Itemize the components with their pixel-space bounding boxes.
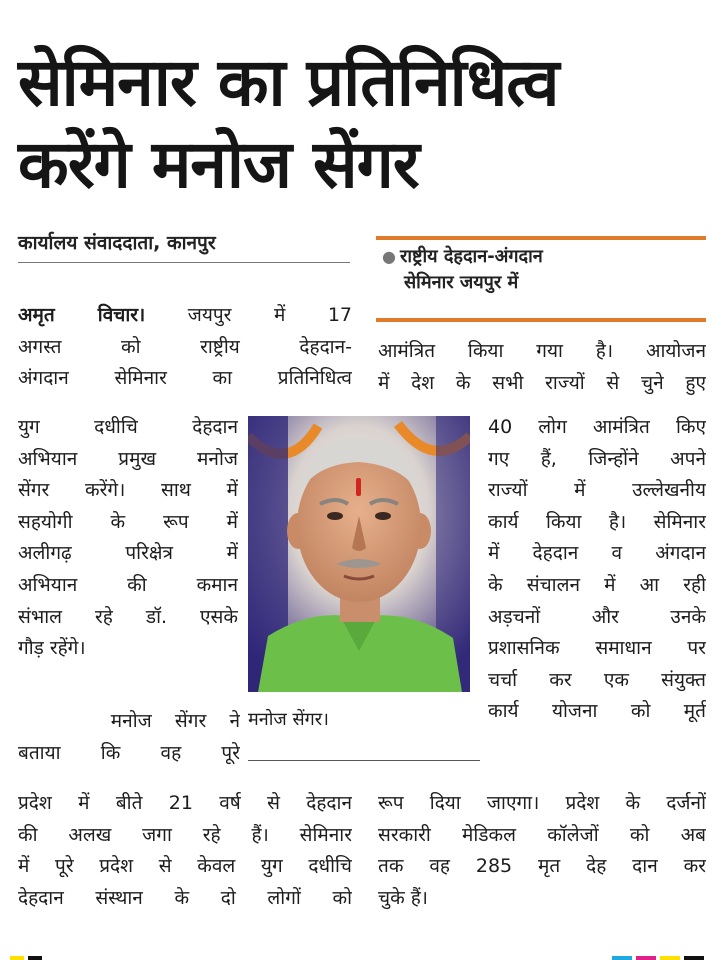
body-line: अभियान की कमान [18,573,238,596]
body-line: अभियान प्रमुख मनोज [18,447,238,470]
body-line: 40 लोग आमंत्रित किए [488,416,706,438]
dateline: अमृत विचार। [18,304,146,326]
body-line: के संचालन में आ रही [488,573,706,596]
body-line: गौड़ रहेंगे। [18,637,86,660]
body-line: में पूरे प्रदेश से केवल युग दधीचि [18,855,352,878]
body-line: युग दधीचि देहदान [18,416,238,438]
body-line: सहयोगी के रूप में [18,510,238,533]
body-line: गए हैं, जिन्होंने अपने [488,447,706,470]
body-line: कार्य किया है। सेमिनार [488,510,706,533]
highlight-line-2: सेमिनार जयपुर में [404,272,519,293]
body-right-bottom [378,788,706,914]
body-line: अगस्त को राष्ट्रीय देहदान- [18,335,352,358]
body-line: रूप दिया जाएगा। प्रदेश के दर्जनों [378,792,706,814]
body-line: अड़चनों और उनके [488,605,706,628]
body-line: मनोज सेंगर ने [18,710,240,732]
registration-mark [636,956,656,960]
body-line: तक वह 285 मृत देह दान कर [378,855,706,878]
portrait-photo [248,416,470,692]
bullet-icon: ● [382,247,396,266]
portrait-illustration [248,416,470,692]
body-line: चुके हैं। [378,886,428,909]
body-line: सेंगर करेंगे। साथ में [18,479,238,502]
body-left-bottom [18,788,352,914]
body-line: सरकारी मेडिकल कॉलेजों को अब [378,823,706,846]
highlight-box [382,244,706,296]
body-right-mid [488,412,706,728]
body-left-low [18,706,240,769]
body-line: की अलख जगा रहे हैं। सेमिनार [18,823,352,846]
registration-mark [10,956,24,960]
registration-mark [660,956,680,960]
body-line: प्रदेश में बीते 21 वर्ष से देहदान [18,792,352,814]
body-line: राज्यों में उल्लेखनीय [488,479,706,502]
registration-mark [28,956,42,960]
byline: कार्यालय संवाददाता, कानपुर [18,232,216,254]
body-left-top [18,300,352,395]
highlight-rule-bottom [376,318,706,322]
body-line: संभाल रहे डॉ. एसके [18,605,238,628]
body-line: में देश के सभी राज्यों से चुने हुए [378,371,706,394]
highlight-line-1: राष्ट्रीय देहदान-अंगदान [399,246,543,267]
headline [18,42,708,206]
body-line: देहदान संस्थान के दो लोगों को [18,886,352,909]
body-left-mid [18,412,238,665]
body-line: में देहदान व अंगदान [488,542,706,565]
headline-line-2: करेंगे मनोज सेंगर [18,126,419,203]
body-line: कार्य योजना को मूर्त [488,700,706,723]
body-line: आमंत्रित किया गया है। आयोजन [378,340,706,362]
body-line: अलीगढ़ परिक्षेत्र में [18,542,238,565]
registration-mark [684,956,704,960]
highlight-rule-top [376,236,706,240]
body-line: प्रशासनिक समाधान पर [488,637,706,660]
body-line: अमृत विचार। जयपुर में 17 [18,304,352,326]
body-right-top [378,336,706,399]
headline-line-1: सेमिनार का प्रतिनिधित्व [18,44,559,121]
registration-mark [612,956,632,960]
photo-caption: मनोज सेंगर। [248,709,329,730]
body-line: बताया कि वह पूरे [18,741,240,764]
body-line: अंगदान सेमिनार का प्रतिनिधित्व [18,367,352,390]
body-line: चर्चा कर एक संयुक्त [488,668,706,691]
byline-divider [18,262,350,263]
caption-divider [248,760,480,761]
